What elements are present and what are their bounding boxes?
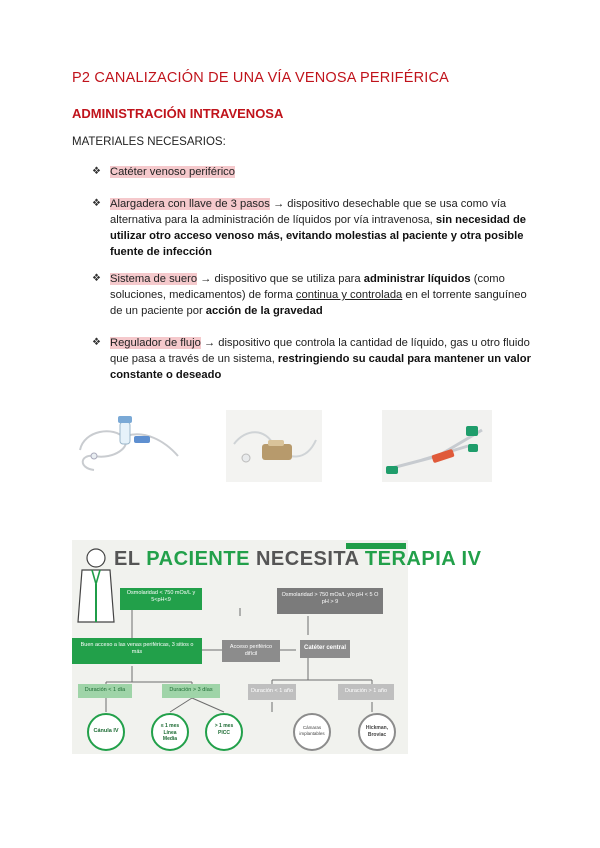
page-title: P2 CANALIZACIÓN DE UNA VÍA VENOSA PERIFÉRICA [72,70,450,86]
flow-regulator-photo [226,410,322,482]
infographic-title: EL PACIENTE NECESITA TERAPIA IV [114,548,482,570]
diamond-bullet-icon: ❖ [92,166,101,177]
item-bold-text: sin necesidad de utilizar otro acceso venoso más, evitando molestias al paciente y otra posible fuente de infección [110,214,527,258]
item-text: en el torrente sanguíneo de un paciente por [110,289,527,317]
item-bold-text: restringiendo su caudal para mantener un valor constante o deseado [110,353,531,381]
item-term: Catéter venoso periférico [110,166,235,178]
option-picc: > 1 mes PICC [214,723,234,736]
osmolarity-low-box: Osmolaridad < 750 mOs/L y 5<pH<9 [126,590,196,603]
section-subtitle: ADMINISTRACIÓN INTRAVENOSA [72,106,284,121]
option-iv-cannula: Cánula IV [93,728,119,734]
item-bold-text: administrar líquidos [363,273,471,285]
osmolarity-high-box: Osmolaridad > 750 mOs/L y/o pH < 5 O pH > 9 [281,592,379,605]
item-text: (como soluciones, medicamentos) de forma [110,273,505,301]
item-underlined-text: continua y controlada [295,289,403,301]
materials-heading: MATERIALES NECESARIOS: [72,136,226,148]
item-text: → dispositivo que se utiliza para [197,273,364,285]
option-midline: ≤ 1 mes Línea Media [160,723,180,742]
item-term: Alargadera con llave de 3 pasos [110,198,270,210]
difficult-access-box: Acceso periférico difícil [229,644,273,657]
item-term: Regulador de flujo [110,337,201,349]
central-catheter-box: Catéter central [303,645,347,651]
option-implantable-port: Cámaras implantables [299,725,325,736]
list-item [92,271,532,319]
extension-stopcock-photo [382,410,492,482]
diamond-bullet-icon: ❖ [92,273,101,284]
item-bold-text: acción de la gravedad [205,305,323,317]
option-hickman-broviac: Hickman, Broviac [365,725,389,738]
duration-gt1-year: Duración > 1 año [344,688,388,694]
duration-gt3-days: Duración > 3 días [169,687,213,693]
item-term: Sistema de suero [110,273,198,285]
diamond-bullet-icon: ❖ [92,337,101,348]
iv-therapy-infographic [72,540,482,754]
peripheral-access-box: Buen acceso a las venas periféricas, 3 sitios o más [80,642,194,655]
item-text: → dispositivo desechable que se usa como vía alternativa para la administración de líquidos por vía intravenosa, [110,198,507,226]
list-item [92,196,532,260]
diamond-bullet-icon: ❖ [92,198,101,209]
duration-lt1-day: Duración < 1 día [84,687,126,693]
list-item [92,164,532,180]
serum-system-photo [74,410,184,480]
duration-lt1-year: Duración < 1 año [250,688,294,694]
list-item [92,335,532,383]
item-text: → dispositivo que controla la cantidad de líquido, gas u otro fluido que pasa a través de un sistema, [110,337,530,365]
